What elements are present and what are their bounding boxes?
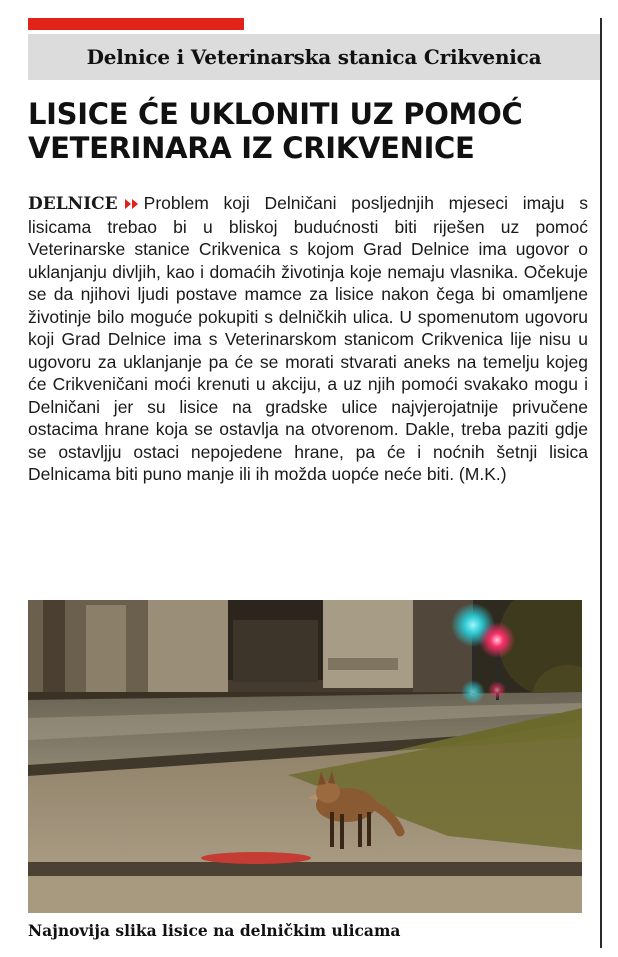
section-accent-bar <box>28 18 244 30</box>
fox-street-photo <box>28 600 582 913</box>
kicker-box <box>28 34 600 80</box>
photo-caption: Najnovija slika lisice na delničkim ulicama <box>28 921 401 940</box>
dateline: DELNICE <box>28 194 118 214</box>
article-text: Problem koji Delničani posljednjih mjeseci imaju s lisicama trebao bi u bliskoj budućnosti biti riješen uz pomoć Veterinarske stanice Crikvenica s kojom Grad Delnice ima ugovor o uklanjanju divljih, kao i domaćih životinja koje nemaju vlasnika. Očekuje se da njihovi ljudi postave mamce za lisice nakon čega bi omamljene životinje bilo moguće pokupiti s delničkih ulica. U spomenutom ugovoru koji Grad Delnice ima s Veterinarskom stanicom Crikvenica lije nisu u ugovoru za uklanjanje pa će se morati stvarati aneks na temelju kojeg će Crikveničani moći krenuti u akciju, a uz njih pomoći svakako mogu i Delničani jer su lisice na gradske ulice najvjerojatnije privučene ostacima hrane koja se ostavlja na otvorenom. Dakle, treba paziti gdje se ostavljju ostaci nepojedene hrane, pa će i noćnih šetnji lisica Delnicama biti puno manje ili ih možda uopće neće biti. (M.K.) <box>28 193 588 485</box>
article-body <box>28 192 588 486</box>
column-rule <box>600 18 602 948</box>
double-chevron-right-icon <box>124 193 140 216</box>
headline: LISICE ĆE UKLONITI UZ POMOĆ VETERINARA IZ CRIKVENICE <box>28 97 523 165</box>
kicker: Delnice i Veterinarska stanica Crikvenica <box>86 45 542 69</box>
